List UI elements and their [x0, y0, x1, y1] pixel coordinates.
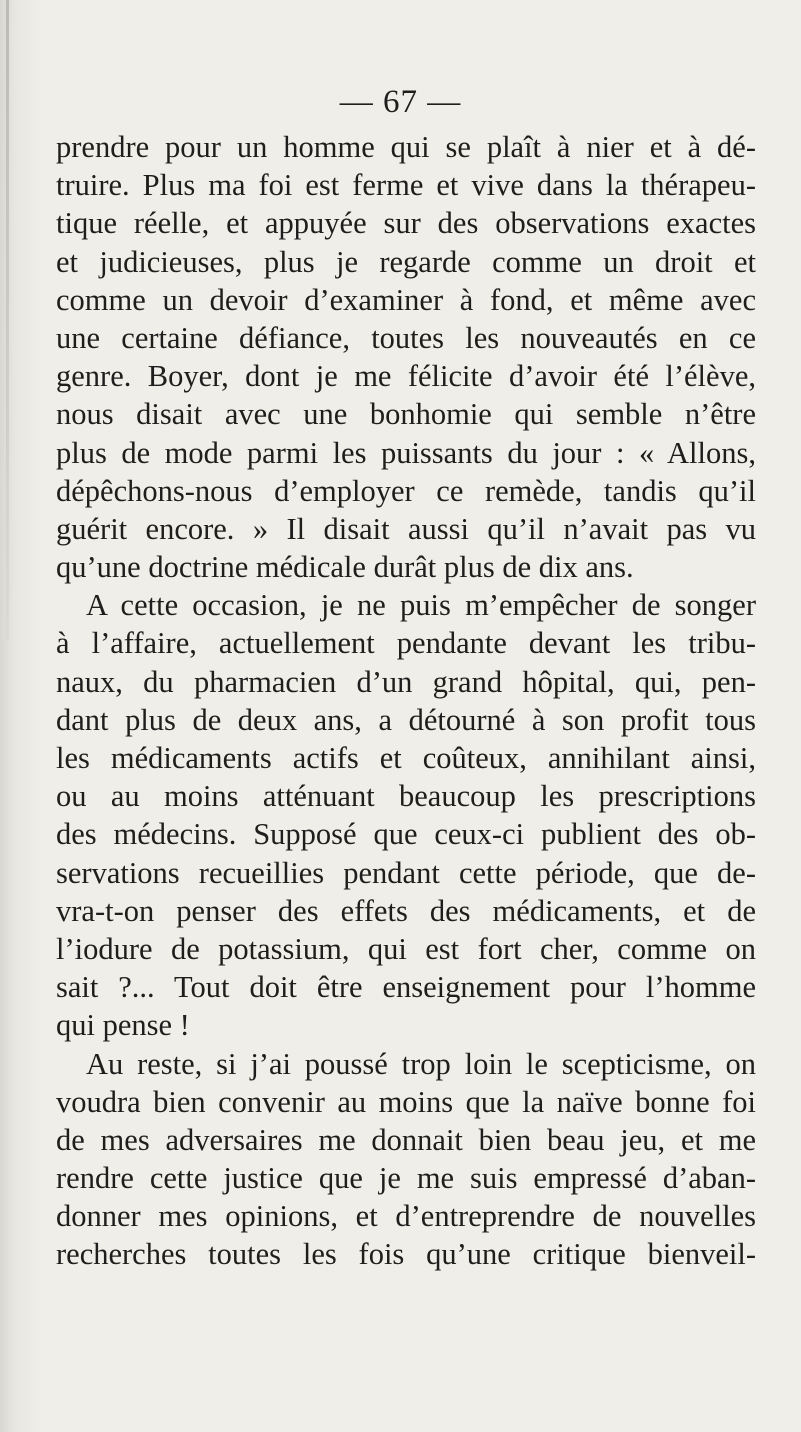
text-line: guérit encore. » Il disait aussi qu’il n’avait pas vu [56, 511, 756, 546]
text-line: A cette occasion, je ne puis m’empêcher de songer [86, 588, 756, 623]
text-line: nous disait avec une bonhomie qui semble n’être [56, 397, 756, 432]
text-line: dépêchons-nous d’employer ce remède, tandis qu’il [56, 473, 756, 508]
text-line: Au reste, si j’ai poussé trop loin le scepticisme, on [86, 1046, 756, 1081]
text-line: voudra bien convenir au moins que la naïve bonne foi [56, 1084, 756, 1119]
page-number: — 67 — [339, 84, 462, 120]
text-line: des médecins. Supposé que ceux-ci publient des ob- [56, 817, 756, 852]
text-line: l’iodure de potassium, qui est fort cher, comme on [56, 931, 756, 966]
text-line: de mes adversaires me donnait bien beau jeu, et me [56, 1122, 756, 1157]
text-line: une certaine défiance, toutes les nouveautés en ce [56, 320, 756, 355]
text-line: sait ?... Tout doit être enseignement pour l’homme [56, 970, 756, 1005]
body-text [56, 128, 756, 1274]
text-line: vra-t-on penser des effets des médicaments, et de [56, 893, 756, 928]
text-line: et judicieuses, plus je regarde comme un droit et [56, 244, 756, 279]
text-line: dant plus de deux ans, a détourné à son profit tous [56, 702, 756, 737]
text-line: truire. Plus ma foi est ferme et vive dans la thérapeu- [56, 168, 756, 203]
text-line: les médicaments actifs et coûteux, annihilant ainsi, [56, 741, 756, 775]
text-line: ou au moins atténuant beaucoup les prescriptions [56, 779, 756, 814]
text-line: genre. Boyer, dont je me félicite d’avoir été l’élève, [56, 359, 756, 394]
text-line: plus de mode parmi les puissants du jour : « Allons, [56, 435, 756, 470]
text-line: rendre cette justice que je me suis empressé d’aban- [56, 1161, 756, 1196]
text-line: qu’une doctrine médicale durât plus de dix ans. [56, 550, 634, 585]
text-line: recherches toutes les fois qu’une critique bienveil- [56, 1237, 756, 1272]
text-line: prendre pour un homme qui se plaît à nier et à dé- [56, 130, 756, 164]
text-line: tique réelle, et appuyée sur des observations exactes [56, 206, 756, 241]
text-line: donner mes opinions, et d’entreprendre de nouvelles [56, 1199, 756, 1234]
text-line: comme un devoir d’examiner à fond, et même avec [56, 282, 756, 317]
text-line: servations recueillies pendant cette période, que de- [56, 855, 756, 890]
text-line: à l’affaire, actuellement pendante devant les tribu- [56, 626, 756, 661]
text-line: qui pense ! [56, 1008, 190, 1043]
text-line: naux, du pharmacien d’un grand hôpital, qui, pen- [56, 664, 756, 699]
